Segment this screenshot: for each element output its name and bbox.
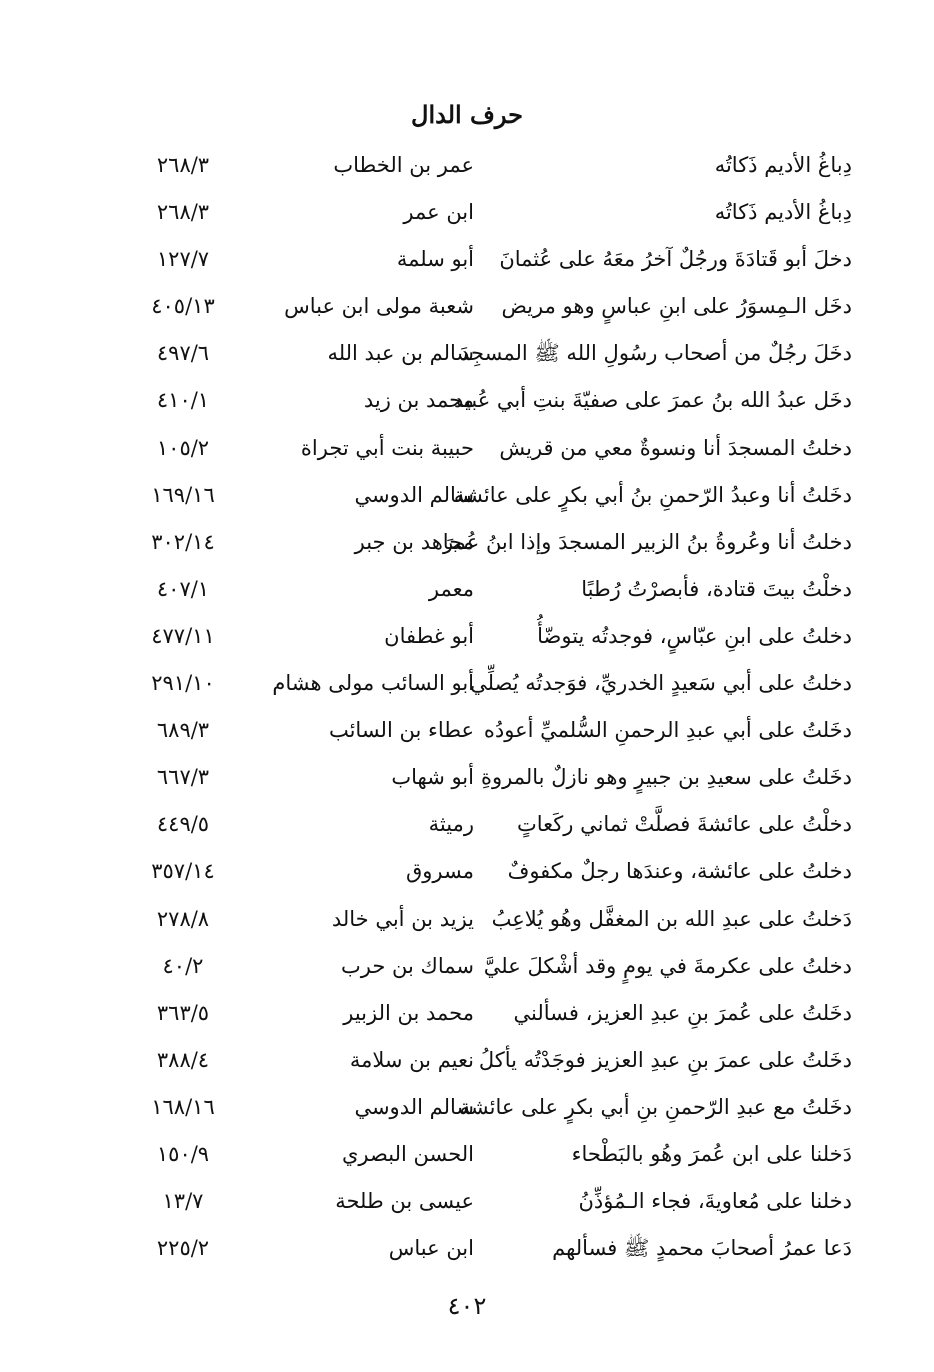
narrator: نعيم بن سلامة xyxy=(349,1047,474,1072)
list-item xyxy=(0,1085,934,1132)
volume-page-ref: ٣٠٢/١٤ xyxy=(151,529,215,554)
narrator: ابن عمر xyxy=(403,200,474,225)
hadith-incipit: دخلتُ على أبي سَعيدٍ الخدريِّ، فوَجدتُه يُصلِّي xyxy=(470,671,852,696)
volume-page-ref: ١٦٨/١٦ xyxy=(151,1094,215,1119)
list-item xyxy=(0,1179,934,1226)
volume-page-ref: ١٠٥/٢ xyxy=(156,435,210,460)
list-item xyxy=(0,897,934,944)
narrator: سالم الدوسي xyxy=(354,1094,474,1119)
page-number: ٤٠٢ xyxy=(447,1292,487,1320)
narrator: أبو السائب مولى هشام xyxy=(272,671,474,696)
hadith-incipit: دَخلتُ على عبدِ الله بن المغفَّل وهُو يُلاعِبُ xyxy=(491,906,852,931)
narrator: مسروق xyxy=(405,859,474,884)
list-item xyxy=(0,520,934,567)
index-list xyxy=(0,143,934,1273)
volume-page-ref: ٣٨٨/٤ xyxy=(156,1047,210,1072)
hadith-incipit: دخلتُ على ابنِ عبّاسٍ، فوجدتُه يتوضّأُ xyxy=(537,623,852,648)
narrator: عمر بن الخطاب xyxy=(333,153,474,177)
narrator: الحسن البصري xyxy=(342,1141,474,1166)
narrator: حبيبة بنت أبي تجراة xyxy=(300,435,474,460)
volume-page-ref: ٦٨٩/٣ xyxy=(156,718,210,743)
narrator: أبو شهاب xyxy=(391,765,474,790)
volume-page-ref: ٤٠٥/١٣ xyxy=(151,294,215,319)
hadith-incipit: دخلَ أبو قَتادَةَ ورجُلٌ آخرُ معَهُ على عُثمانَ xyxy=(499,247,852,272)
narrator: معمر xyxy=(428,576,474,601)
volume-page-ref: ١٥٠/٩ xyxy=(156,1141,210,1166)
list-item xyxy=(0,614,934,661)
volume-page-ref: ٣٥٧/١٤ xyxy=(151,859,215,884)
narrator: عطاء بن السائب xyxy=(328,718,474,743)
list-item xyxy=(0,755,934,802)
list-item xyxy=(0,708,934,755)
hadith-incipit: دخلتُ على عكرمةَ في يومٍ وقد أشْكلَ عليَّ xyxy=(483,953,852,978)
volume-page-ref: ١٦٩/١٦ xyxy=(151,482,215,507)
narrator: رميثة xyxy=(428,812,474,837)
narrator: يزيد بن أبي خالد xyxy=(331,906,474,931)
volume-page-ref: ٢٢٥/٢ xyxy=(156,1236,210,1261)
volume-page-ref: ٦٦٧/٣ xyxy=(156,765,210,790)
narrator: محمد بن زيد xyxy=(363,388,474,413)
hadith-incipit: دخَلتُ أنا وعبدُ الرّحمنِ بنُ أبي بكرٍ على عائشة xyxy=(453,482,852,507)
narrator: محمد بن الزبير xyxy=(343,1000,474,1025)
volume-page-ref: ٤٤٩/٥ xyxy=(156,812,210,837)
list-item xyxy=(0,567,934,614)
hadith-incipit: دخَل عبدُ الله بنُ عمرَ على صفيّةَ بنتِ أبي عُبيد xyxy=(454,388,852,413)
hadith-incipit: دخلتُ المسجدَ أنا ونسوةٌ معي من قريش xyxy=(499,435,852,460)
hadith-incipit: دخلنا على مُعاويةَ، فجاء الـمُؤذِّنُ xyxy=(578,1189,852,1214)
narrator: مجاهد بن جبر xyxy=(354,529,474,554)
hadith-incipit: دِباغُ الأديم ذَكاتُه xyxy=(714,200,852,225)
list-item xyxy=(0,944,934,991)
hadith-incipit: دخلْتُ بيتَ قتادة، فأبصرْتُ رُطبًا xyxy=(581,576,852,601)
narrator: ابن عباس xyxy=(388,1236,474,1261)
list-item xyxy=(0,473,934,520)
volume-page-ref: ٢٩١/١٠ xyxy=(151,671,215,696)
narrator: سماك بن حرب xyxy=(341,953,474,978)
list-item xyxy=(0,190,934,237)
volume-page-ref: ٤٩٧/٦ xyxy=(156,341,210,366)
narrator: أبو غطفان xyxy=(384,623,474,648)
list-item xyxy=(0,661,934,708)
volume-page-ref: ٣٦٣/٥ xyxy=(156,1000,210,1025)
hadith-incipit: دَخلنا على ابن عُمرَ وهُو بالبَطْحاء xyxy=(571,1141,852,1166)
volume-page-ref: ٢٦٨/٣ xyxy=(156,153,210,177)
narrator: سالم الدوسي xyxy=(354,482,474,507)
list-item xyxy=(0,849,934,896)
list-item xyxy=(0,802,934,849)
volume-page-ref: ٤٠/٢ xyxy=(162,953,204,978)
list-item xyxy=(0,237,934,284)
list-item xyxy=(0,1132,934,1179)
narrator: سالم بن عبد الله xyxy=(327,341,474,366)
volume-page-ref: ٤١٠/١ xyxy=(156,388,210,413)
hadith-incipit: دَعا عمرُ أصحابَ محمدٍ ﷺ فسألهم xyxy=(552,1236,852,1261)
hadith-incipit: دخَلتُ على أبي عبدِ الرحمنِ السُّلميِّ أعودُه xyxy=(483,718,852,743)
hadith-incipit: دخلتُ على عائشة، وعندَها رجلٌ مكفوفٌ xyxy=(507,859,852,884)
hadith-incipit: دخَلَ رجُلٌ من أصحاب رسُولِ الله ﷺ المسجِدَ xyxy=(460,341,852,366)
narrator: أبو سلمة xyxy=(396,247,474,272)
hadith-incipit: دخلتُ أنا وعُروةُ بنُ الزبير المسجدَ وإذا ابنُ عُمرَ xyxy=(443,529,852,554)
volume-page-ref: ٤٠٧/١ xyxy=(156,576,210,601)
list-item xyxy=(0,1038,934,1085)
hadith-incipit: دخَلتُ على عمرَ بنِ عبدِ العزيز فوجَدْتُه يأكلُ xyxy=(478,1047,852,1072)
hadith-incipit: دِباغُ الأديم ذَكاتُه xyxy=(714,153,852,177)
narrator: شعبة مولى ابن عباس xyxy=(284,294,474,319)
list-item xyxy=(0,991,934,1038)
list-item xyxy=(0,378,934,425)
hadith-incipit: دخَلتُ مع عبدِ الرّحمنِ بنِ أبي بكرٍ على عائشة xyxy=(459,1094,852,1119)
hadith-incipit: دخَلتُ على سعيدِ بن جبيرٍ وهو نازلٌ بالمروةِ xyxy=(481,765,852,790)
list-item xyxy=(0,426,934,473)
volume-page-ref: ٤٧٧/١١ xyxy=(151,623,215,648)
hadith-incipit: دخَل الـمِسوَرُ على ابنِ عباسٍ وهو مريض xyxy=(501,294,852,319)
list-item xyxy=(0,1226,934,1273)
volume-page-ref: ١٣/٧ xyxy=(162,1189,204,1214)
narrator: عيسى بن طلحة xyxy=(335,1189,474,1214)
list-item xyxy=(0,143,934,190)
list-item xyxy=(0,331,934,378)
hadith-incipit: دخَلتُ على عُمرَ بنِ عبدِ العزيز، فسألني xyxy=(513,1000,852,1025)
volume-page-ref: ١٢٧/٧ xyxy=(156,247,210,272)
section-heading: حرف الدال xyxy=(411,100,523,129)
volume-page-ref: ٢٦٨/٣ xyxy=(156,200,210,225)
hadith-incipit: دخلْتُ على عائشةَ فصلَّتْ ثماني ركَعاتٍ xyxy=(516,812,852,837)
list-item xyxy=(0,284,934,331)
volume-page-ref: ٢٧٨/٨ xyxy=(156,906,210,931)
